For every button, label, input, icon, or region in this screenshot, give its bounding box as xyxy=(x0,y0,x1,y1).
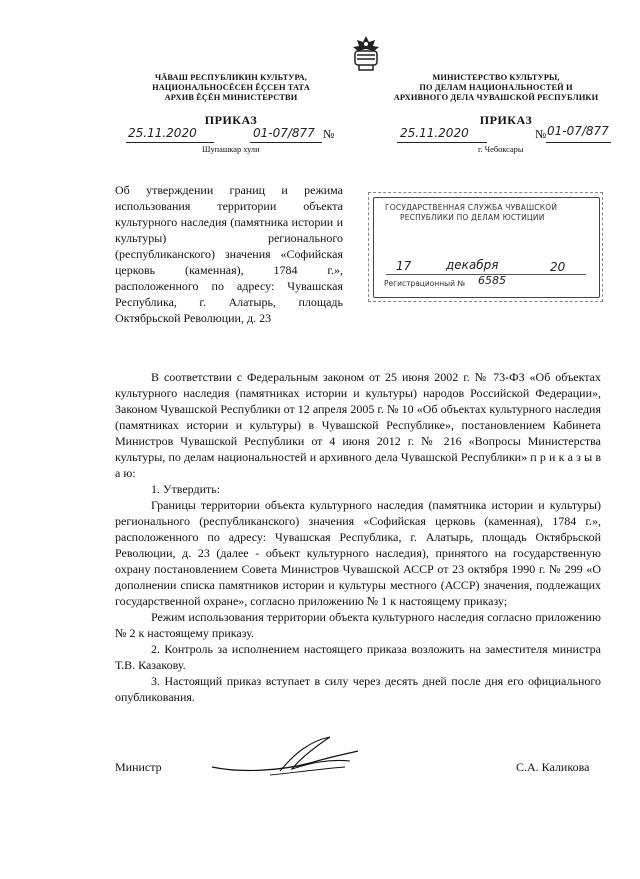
order-date-right: 25.11.2020 xyxy=(400,126,469,140)
body-item-2: 2. Контроль за исполнением настоящего приказа возложить на заместителя министра Т.В. Казакову. xyxy=(115,642,601,672)
ministry-name-russian: МИНИСТЕРСТВО КУЛЬТУРЫ, ПО ДЕЛАМ НАЦИОНАЛЬНОСТЕЙ И АРХИВНОГО ДЕЛА ЧУВАШСКОЙ РЕСПУБЛИКИ xyxy=(393,73,599,102)
order-title-russian: ПРИКАЗ xyxy=(479,113,533,127)
order-subject: Об утверждении границ и режима использования территории объекта культурного наследия (памятника истории и культуры) регионального (республиканского) значения «Софийская церковь (каменная), 1784 г.», расположенного по адресу: Чувашская Республика, г. Алатырь, площадь Октябрьской Революции, д. 23 xyxy=(115,183,343,325)
order-number-left: 01-07/877 xyxy=(253,126,315,140)
stamp-month: декабря xyxy=(446,258,499,272)
stamp-year: 20 xyxy=(550,260,566,274)
place-right: г. Чебоксары xyxy=(478,145,524,154)
body-preamble: В соответствии с Федеральным законом от 25 июня 2002 г. № 73-ФЗ «Об объектах культурного наследия (памятниках истории и культуры) народов Российской Федерации», Законом Чувашской Республики от 12 апреля 2005 г. № 10 «Об объектах культурного наследия (памятниках истории и культуры) в Чувашской Республике», постановлением Кабинета Министров Чувашской Республики от 4 июня 2012 г. № 216 «Вопросы Министерства культуры, по делам национальностей и архивного дела Чувашской Республики» п р и к а з ы в а ю: xyxy=(115,370,601,480)
chuvash-emblem-icon xyxy=(345,32,387,74)
stamp-reg-label: Регистрационный № xyxy=(384,279,466,288)
order-date-left: 25.11.2020 xyxy=(128,126,197,140)
stamp-line-1: ГОСУДАРСТВЕННАЯ СЛУЖБА ЧУВАШСКОЙ xyxy=(385,203,558,212)
body-item-1: 1. Утвердить: xyxy=(151,482,221,496)
stamp-reg-number: 6585 xyxy=(478,274,506,287)
order-number-right: 01-07/877 xyxy=(547,124,609,138)
body-item-1-regime: Режим использования территории объекта культурного наследия согласно приложению № 2 к настоящему приказу. xyxy=(115,610,601,640)
ministry-name-chuvash: ЧĂВАШ РЕСПУБЛИКИН КУЛЬТУРА, НАЦИОНАЛЬНОСĔСЕН ĔÇСЕН ТАТА АРХИВ ĔÇĔН МИНИСТЕРСТВИ xyxy=(152,73,310,102)
signer-name: С.А. Каликова xyxy=(516,760,590,774)
signature xyxy=(210,733,360,781)
order-title-chuvash: ПРИКАЗ xyxy=(204,113,258,127)
place-left: Шупашкар хули xyxy=(202,145,260,154)
signer-position: Министр xyxy=(115,760,162,774)
date-line-right xyxy=(397,142,487,143)
number-line-left xyxy=(250,142,322,143)
body-item-3: 3. Настоящий приказ вступает в силу через десять дней после дня его официального опубликования. xyxy=(115,674,601,704)
stamp-line-2: РЕСПУБЛИКИ ПО ДЕЛАМ ЮСТИЦИИ xyxy=(400,213,545,222)
date-line-left xyxy=(126,142,214,143)
number-line-right xyxy=(546,142,611,143)
number-sign-left: № xyxy=(323,127,335,141)
body-item-1-borders: Границы территории объекта культурного наследия (памятника истории и культуры) регионального (республиканского) значения «Софийская церковь (каменная), 1784 г.», расположенного по адресу: Чувашская Республика, г. Алатырь, площадь Октябрьской Революции, д. 23 (далее - объект культурного наследия), принятого на государственную охрану постановлением Совета Министров Чувашской АССР от 23 октября 1990 г. № 299 «О дополнении списка памятников истории и культуры местного (АССР) значения, подлежащих государственной охране», согласно приложению № 1 к настоящему приказу; xyxy=(115,498,601,608)
number-sign-right: № xyxy=(535,127,547,141)
order-body xyxy=(115,369,601,705)
stamp-day: 17 xyxy=(396,259,412,273)
